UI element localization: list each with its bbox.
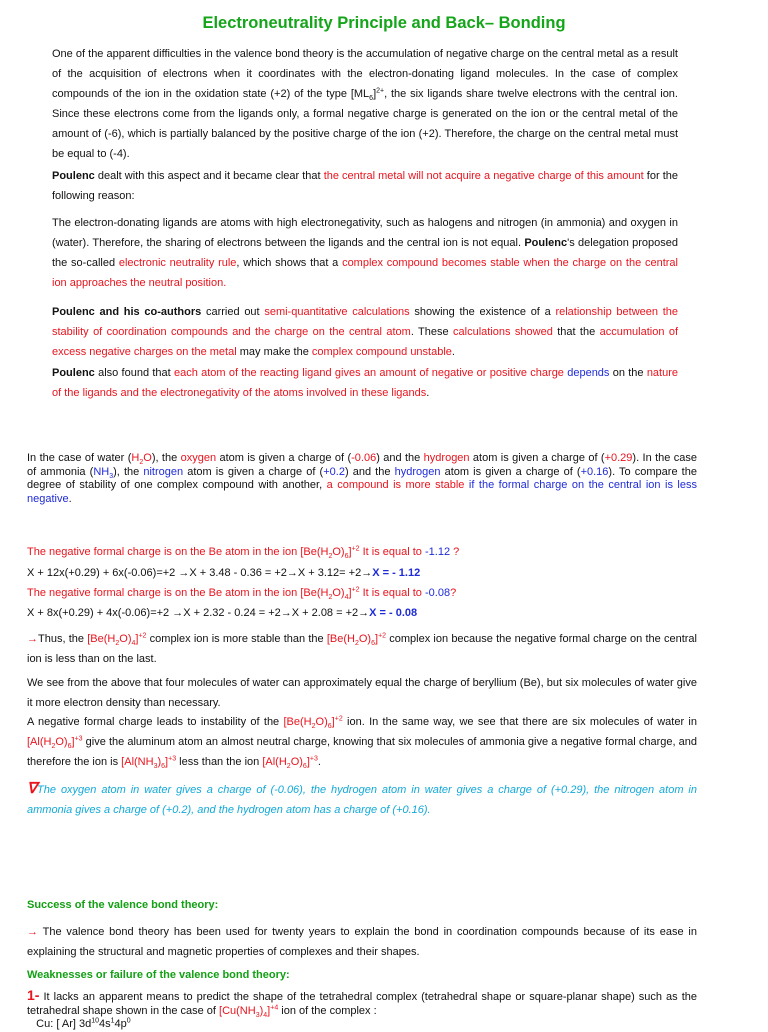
paragraph-calculations: Poulenc and his co-authors carried out semi-quantitative calculations showing the existence of a relationship between the stability of coordination compounds and the charge on the central atom. These calculations showed that the accumulation of excess negative charges on the metal may make the complex compound unstable. xyxy=(52,306,679,358)
paragraph-conclusion-be: →Thus, the $[Be(H_2O)_4]^{+2}$ complex ion is more stable than the $[Be(H_2O)_6]^{+2}$ complex ion because the negative formal charge on the central ion is less than on the last. xyxy=(27,632,697,665)
paragraph-aluminum: A negative formal charge leads to instability of the $[Be(H_2O)_6]^{+2}$ ion. In the same way, we see that there are six molecules of water in $[Al(H_2O)_6]^{+3}$ give the aluminum atom an almost neutral charge, knowing that six molecules of ammonia give a negative formal charge, and therefore the ion is $[Al(NH_3)_6]^{+3}$ less than the ion $[Al(H_2O)_6]^{+3}$. xyxy=(27,715,697,771)
paragraph-success: → The valence bond theory has been used for twenty years to explain the bond in coordination compounds because of its ease in explaining the structural and magnetic properties of complexes and their shapes. xyxy=(27,926,697,958)
paragraph-intro: One of the apparent difficulties in the valence bond theory is the accumulation of negative charge on the central metal as a result of the acquisition of electrons when it coordinates with the electron-donating ligand molecules. In the case of complex compounds of the ion in the oxidation state (+2) of the type $[ML_6]^{2+}$, the six ligands share twelve electrons with the central ion. Since these electrons come from the ligands only, a formal negative charge is generated on the ion or the central metal of the amount of (-6), which is partially balanced by the positive charge of the ion (+2). Therefore, the charge on the central metal must be equal to (-4). xyxy=(52,48,678,160)
arrow-icon: → xyxy=(27,633,38,645)
note-charges: ∇The oxygen atom in water gives a charge of (-0.06), the hydrogen atom in water gives a charge of (+0.29), the nitrogen atom in ammonia gives a charge of (+0.2), and the hydrogen atom has a charge of (+0.16). xyxy=(27,780,697,816)
nabla-icon: ∇ xyxy=(27,780,38,797)
heading-success: Success of the valence bond theory: xyxy=(27,899,219,911)
arrow-icon: → xyxy=(27,926,38,938)
equation-be-h2o-4: X + 8x(+0.29) + 4x(-0.06)=+2 →X + 2.32 - 0.24 = +2→X + 2.08 = +2→X = - 0.08 xyxy=(27,607,418,619)
paragraph-charge-depends: Poulenc also found that each atom of the reacting ligand gives an amount of negative or positive charge depends on the nature of the ligands and the electronegativity of the atoms involved in these ligands. xyxy=(52,367,679,399)
question-be-h2o-4: The negative formal charge is on the Be atom in the ion $[Be(H_2O)_4]^{+2}$ It is equal to -0.08? xyxy=(27,586,457,602)
paragraph-ligands: The electron-donating ligands are atoms with high electronegativity, such as halogens and nitrogen (in ammonia) and oxygen in (water). Therefore, the sharing of electrons between the ligands and the central ion is not equal. Poulenc's delegation proposed the so-called electronic neutrality rule, which shows that a complex compound becomes stable when the charge on the central ion approaches the neutral position. xyxy=(52,217,678,289)
paragraph-beryllium: We see from the above that four molecules of water can approximately equal the charge of beryllium (Be), but six molecules of water give it more electron density than necessary. xyxy=(27,677,697,709)
page-title: Electroneutrality Principle and Back– Bonding xyxy=(202,14,566,32)
paragraph-water-ammonia: In the case of water $(H_2O)$, the oxygen atom is given a charge of (-0.06) and the hydrogen atom is given a charge of (+0.29). In the case of ammonia $(NH_3)$, the nitrogen atom is given a charge of (+0.2) and the hydrogen atom is given a charge of (+0.16). To compare the degree of stability of one complex compound with another, a compound is more stable if the formal charge on the central ion is less negative. xyxy=(27,452,697,505)
weakness-item-1: 1- It lacks an apparent means to predict the shape of the tetrahedral complex (tetrahedral shape or square-planar shape) such as the tetrahedral shape shown in the case of $[Cu(NH_3)_4]^{+4}$ ion of the complex : Cu: [ Ar] $3d^{10}4s^14p^0$ xyxy=(27,987,697,1030)
paragraph-poulenc-aspect: Poulenc dealt with this aspect and it became clear that the central metal will not acquire a negative charge of this amount for the following reason: xyxy=(52,170,678,202)
question-be-h2o-6: The negative formal charge is on the Be atom in the ion $[Be(H_2O)_6]^{+2}$ It is equal to -1.12 ? xyxy=(27,545,460,561)
equation-be-h2o-6: X + 12x(+0.29) + 6x(-0.06)=+2 →X + 3.48 - 0.36 = +2→X + 3.12= +2→X = - 1.12 xyxy=(27,567,421,579)
heading-weaknesses: Weaknesses or failure of the valence bond theory: xyxy=(27,969,290,981)
